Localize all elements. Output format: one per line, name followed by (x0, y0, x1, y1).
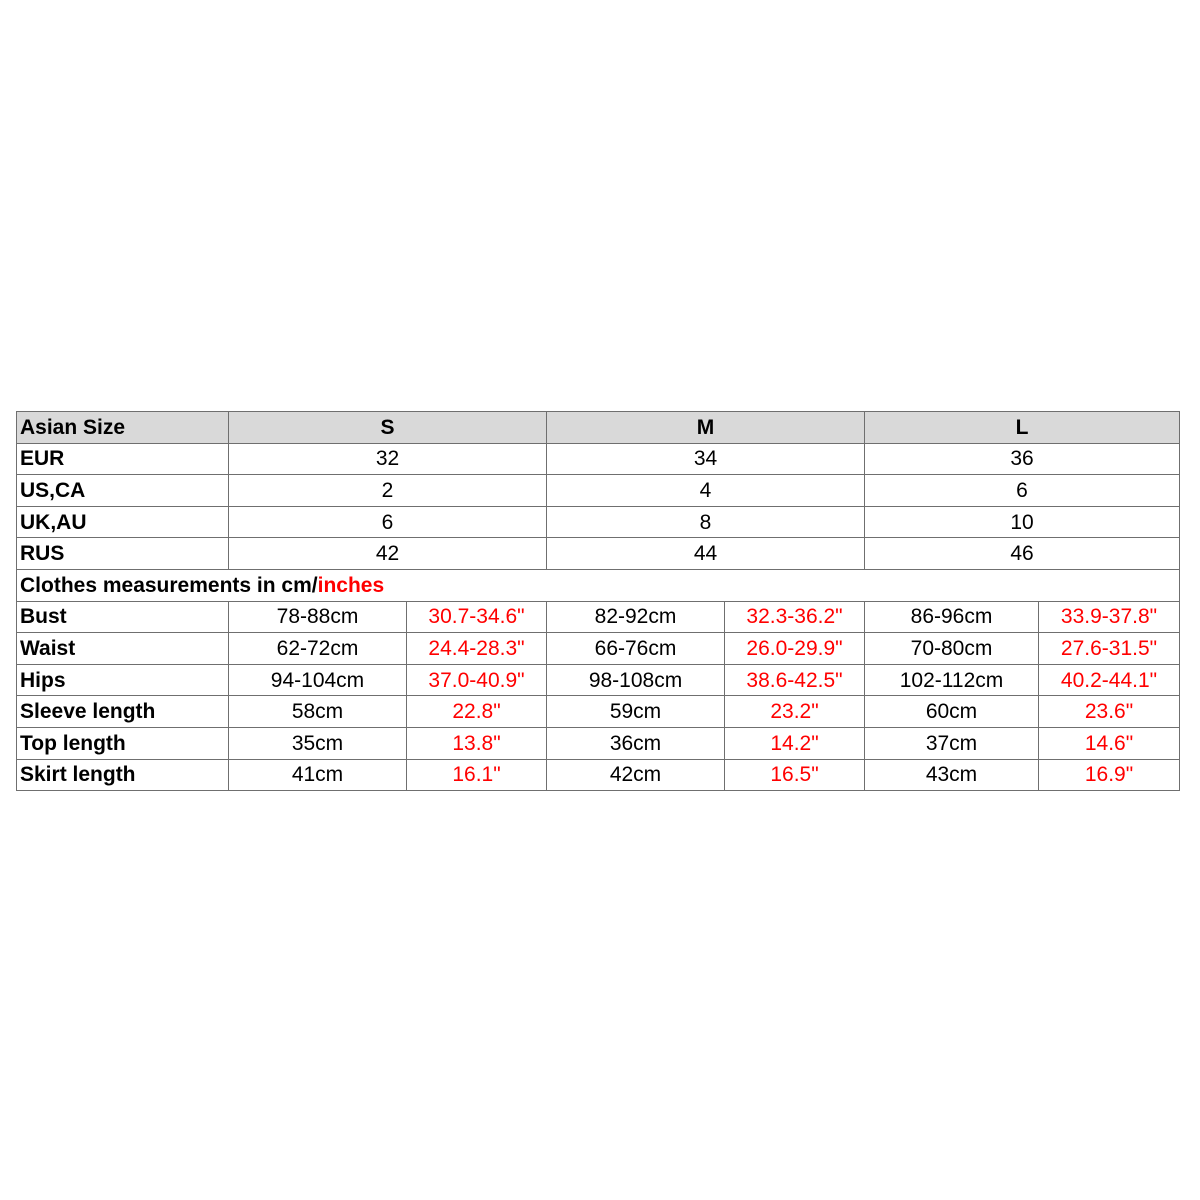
inch-value: 14.6" (1039, 727, 1180, 759)
measure-row-skirt-length (17, 759, 1180, 791)
size-m-header: M (547, 412, 865, 444)
inch-value: 26.0-29.9" (725, 633, 865, 665)
measurements-section-row (17, 569, 1180, 601)
row-label: UK,AU (17, 506, 229, 538)
cm-value: 86-96cm (865, 601, 1039, 633)
size-header-row (17, 412, 1180, 444)
size-value: 36 (865, 443, 1180, 475)
cm-value: 37cm (865, 727, 1039, 759)
cm-value: 58cm (229, 696, 407, 728)
size-row-uk-au (17, 506, 1180, 538)
size-value: 4 (547, 475, 865, 507)
row-label: US,CA (17, 475, 229, 507)
size-value: 6 (865, 475, 1180, 507)
inch-value: 24.4-28.3" (407, 633, 547, 665)
row-label: Waist (17, 633, 229, 665)
inch-value: 38.6-42.5" (725, 664, 865, 696)
cm-value: 78-88cm (229, 601, 407, 633)
cm-value: 60cm (865, 696, 1039, 728)
inch-value: 22.8" (407, 696, 547, 728)
row-label: Bust (17, 601, 229, 633)
cm-value: 59cm (547, 696, 725, 728)
measure-row-bust (17, 601, 1180, 633)
cm-value: 36cm (547, 727, 725, 759)
inch-value: 32.3-36.2" (725, 601, 865, 633)
size-value: 8 (547, 506, 865, 538)
row-label: EUR (17, 443, 229, 475)
inch-value: 40.2-44.1" (1039, 664, 1180, 696)
section-title-text: Clothes measurements in cm/ (20, 573, 318, 597)
size-s-header: S (229, 412, 547, 444)
cm-value: 66-76cm (547, 633, 725, 665)
inch-value: 27.6-31.5" (1039, 633, 1180, 665)
cm-value: 94-104cm (229, 664, 407, 696)
header-label: Asian Size (17, 412, 229, 444)
inch-value: 37.0-40.9" (407, 664, 547, 696)
cm-value: 82-92cm (547, 601, 725, 633)
size-value: 46 (865, 538, 1180, 570)
size-value: 6 (229, 506, 547, 538)
cm-value: 42cm (547, 759, 725, 791)
measure-row-waist (17, 633, 1180, 665)
row-label: RUS (17, 538, 229, 570)
section-title (17, 569, 1180, 601)
size-value: 34 (547, 443, 865, 475)
cm-value: 98-108cm (547, 664, 725, 696)
measure-row-top-length (17, 727, 1180, 759)
inch-value: 23.2" (725, 696, 865, 728)
cm-value: 102-112cm (865, 664, 1039, 696)
inch-value: 14.2" (725, 727, 865, 759)
inch-value: 13.8" (407, 727, 547, 759)
inch-value: 16.5" (725, 759, 865, 791)
cm-value: 43cm (865, 759, 1039, 791)
inch-value: 30.7-34.6" (407, 601, 547, 633)
row-label: Skirt length (17, 759, 229, 791)
size-value: 44 (547, 538, 865, 570)
cm-value: 70-80cm (865, 633, 1039, 665)
row-label: Top length (17, 727, 229, 759)
size-row-rus (17, 538, 1180, 570)
inch-value: 16.1" (407, 759, 547, 791)
inch-value: 33.9-37.8" (1039, 601, 1180, 633)
measure-row-hips (17, 664, 1180, 696)
size-value: 42 (229, 538, 547, 570)
inch-value: 23.6" (1039, 696, 1180, 728)
cm-value: 35cm (229, 727, 407, 759)
cm-value: 62-72cm (229, 633, 407, 665)
size-chart-table (16, 411, 1180, 791)
row-label: Hips (17, 664, 229, 696)
size-value: 10 (865, 506, 1180, 538)
inch-value: 16.9" (1039, 759, 1180, 791)
measure-row-sleeve-length (17, 696, 1180, 728)
size-row-us-ca (17, 475, 1180, 507)
size-value: 32 (229, 443, 547, 475)
size-row-eur (17, 443, 1180, 475)
size-value: 2 (229, 475, 547, 507)
section-title-accent: inches (317, 573, 385, 597)
cm-value: 41cm (229, 759, 407, 791)
row-label: Sleeve length (17, 696, 229, 728)
size-l-header: L (865, 412, 1180, 444)
